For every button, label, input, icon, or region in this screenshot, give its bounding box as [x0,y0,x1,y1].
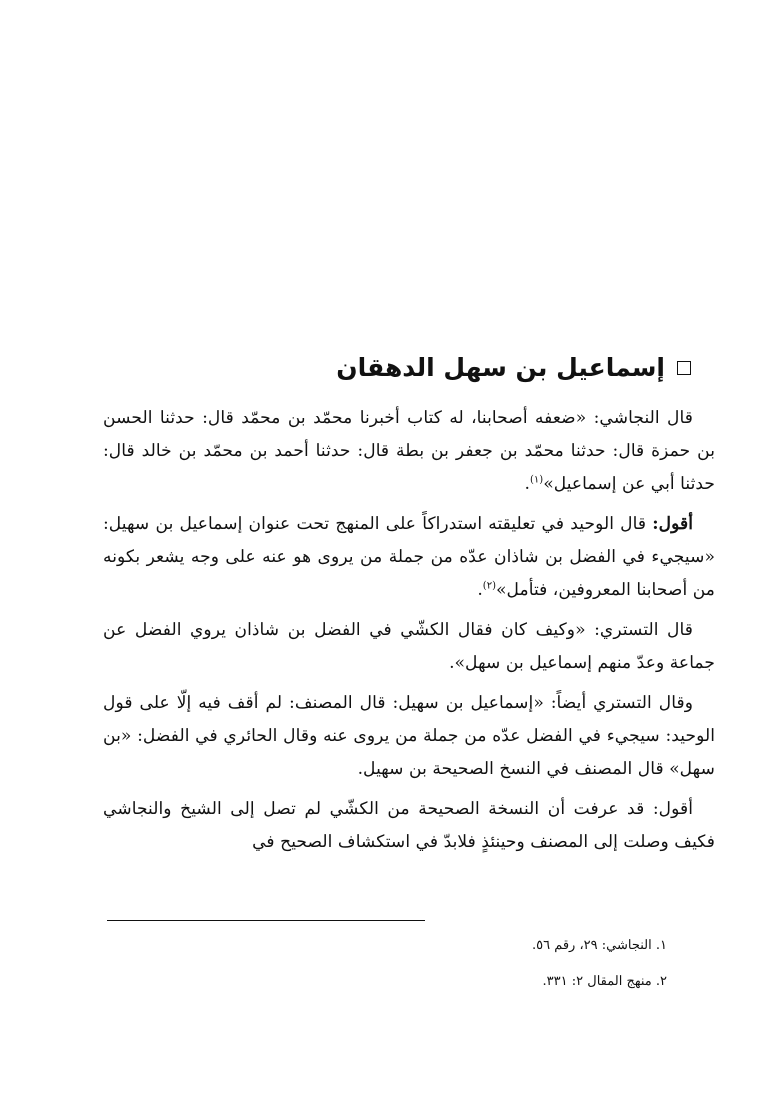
footnote-text: النجاشي: ٢٩، رقم ٥٦. [531,938,656,953]
paragraph-text: أقول: قد عرفت أن النسخة الصحيحة من الكشّي لم تصل إلى الشيخ والنجاشي فكيف وصلت إلى المصنف وحينئذٍ فلابدّ في استكشاف الصحيح في [103,799,715,852]
paragraph-text: قال التستري: «وكيف كان فقال الكشّي في الفضل بن شاذان يروي الفضل عن جماعة وعدّ منهم إسماعيل بن سهل». [103,620,715,673]
footnote-text: منهج المقال ٢: ٣٣١. [542,974,656,989]
paragraph [103,508,715,607]
paragraph-text: قال النجاشي: «ضعفه أصحابنا، له كتاب أخبرنا محمّد بن محمّد قال: حدثنا الحسن بن حمزة قال: حدثنا محمّد بن جعفر بن بطة قال: حدثنا أحمد بن محمّد بن خالد قال: حدثنا أبي عن إسماعيل» [103,408,715,494]
footnote-reference: (١) [530,474,544,486]
footnote-number: ٢. [655,974,667,989]
footnotes [107,936,667,1008]
bold-label: أقول: [652,514,693,534]
footnote-number: ١. [655,938,667,953]
paragraph-text: قال الوحيد في تعليقته استدراكاً على المنهج تحت عنوان إسماعيل بن سهيل: «سيجيء في الفضل بن شاذان عدّه من جملة من يروى هو عنه على وجه يشعر بكونه من أصحابنا المعروفين، فتأمل» [103,514,715,600]
body-text [103,402,715,859]
paragraph [103,402,715,501]
paragraph-text: . [524,474,531,494]
paragraph [103,614,715,680]
footnote-item [107,972,667,992]
paragraph [103,687,715,786]
section-heading-text: إسماعيل بن سهل الدهقان [336,353,665,382]
paragraph [103,793,715,859]
square-bullet-icon [677,361,691,375]
footnote-reference: (٢) [482,580,496,592]
section-heading [71,350,691,386]
footnote-divider [107,920,425,921]
paragraph-text: وقال التستري أيضاً: «إسماعيل بن سهيل: قال المصنف: لم أقف فيه إلّا على قول الوحيد: سيجيء في الفضل عدّه من جملة من يروى عنه وقال الحائري في الفضل: «بن سهل» قال المصنف في النسخ الصحيحة بن سهيل. [103,693,715,779]
footnote-item [107,936,667,956]
paragraph-text: . [477,580,483,600]
